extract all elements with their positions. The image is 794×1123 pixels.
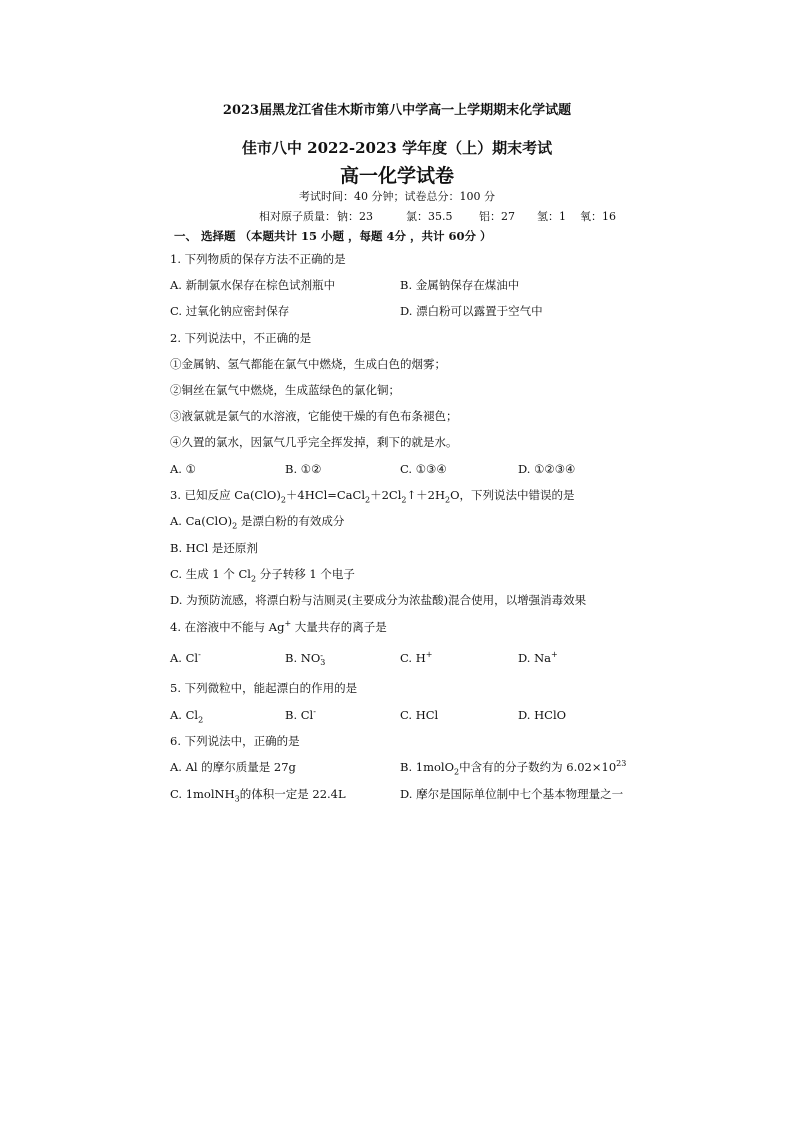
question-5-stem: 5. 下列微粒中，能起漂白的作用的是 [170,681,358,695]
question-6-option-b: B. 1molO$_2$中含有的分子数约为 $6.02\times 10^{23}$ [400,759,627,777]
question-3-option-a: A. $Ca(ClO)_2$ 是漂白粉的有效成分 [170,514,345,531]
question-4-option-b: B. NO - 3 [285,651,326,667]
exam-subject-title: 高一化学试卷 [339,165,454,187]
school-exam-title: 佳市八中 2022-2023 学年度（上）期末考试 [241,139,553,157]
atomic-mass-item: 氢：1 [537,210,566,223]
question-3-option-b: B. HCl 是还原剂 [170,541,258,555]
atomic-mass-item: 氧：16 [580,210,616,223]
question-2-statement-2: ②铜丝在氯气中燃烧，生成蓝绿色的氯化铜； [170,383,400,397]
question-6-stem: 6. 下列说法中，正确的是 [170,734,300,748]
section-heading: 一、 选择题 （本题共计 15 小题 ，每题 4分 ，共计 60分 ） [174,229,492,243]
atomic-mass-item: 氯：35.5 [406,210,453,223]
question-5-option-c: C. HCl [400,708,439,722]
question-3-stem: 3. 已知反应 $Ca(ClO)_2+4HCl=CaCl_2+2Cl_2↑+2H_2O$，下列说法中错误的是 [170,488,575,505]
atomic-mass-item: 铝：27 [479,210,515,223]
question-5-option-b: B. Cl- [285,707,316,722]
document-title: 2023届黑龙江省佳木斯市第八中学高一上学期期末化学试题 [222,103,572,118]
question-1-option-b: B. 金属钠保存在煤油中 [400,278,520,292]
question-3-option-c: C. 生成 1 个 $Cl_2$ 分子转移 1 个电子 [170,567,355,584]
question-1-option-d: D. 漂白粉可以露置于空气中 [400,304,543,318]
question-6-option-c: C. 1molNH$_3$的体积一定是 22.4L [170,787,346,804]
question-2-option-d: D. ①②③④ [518,462,576,476]
question-5-option-a: A. $Cl_2$ [170,708,204,725]
question-2-option-a: A. ① [170,462,196,476]
question-2-statement-1: ①金属钠、氢气都能在氯气中燃烧，生成白色的烟雾； [170,357,446,371]
question-4-option-c: C. H+ [400,650,433,665]
question-4-option-a: A. Cl- [170,650,201,665]
question-4-option-d: D. Na+ [518,650,558,665]
question-2-statement-3: ③液氯就是氯气的水溶液，它能使干燥的有色布条褪色； [170,409,458,423]
question-2-option-b: B. ①② [285,462,322,476]
question-2-stem: 2. 下列说法中，不正确的是 [170,331,312,345]
question-6-option-a: A. Al 的摩尔质量是 27g [170,760,296,774]
question-2-option-c: C. ①③④ [400,462,447,476]
atomic-masses-label: 相对原子质量： [259,210,336,223]
question-2-statement-4: ④久置的氯水，因氯气几乎完全挥发掉，剩下的就是水。 [170,435,458,449]
exam-time-and-score: 考试时间：40 分钟；试卷总分：100 分 [299,190,495,203]
question-3-option-d: D. 为预防流感，将漂白粉与洁厕灵(主要成分为浓盐酸)混合使用，以增强消毒效果 [170,593,587,607]
question-5-option-d: D. HClO [518,708,567,722]
question-6-option-d: D. 摩尔是国际单位制中七个基本物理量之一 [400,787,624,801]
question-4-stem: 4. 在溶液中不能与 Ag+ 大量共存的离子是 [170,619,387,634]
question-1-stem: 1. 下列物质的保存方法不正确的是 [170,252,346,266]
atomic-mass-item: 钠：23 [337,210,373,223]
question-1-option-c: C. 过氧化钠应密封保存 [170,304,290,318]
question-1-option-a: A. 新制氯水保存在棕色试剂瓶中 [170,278,336,292]
